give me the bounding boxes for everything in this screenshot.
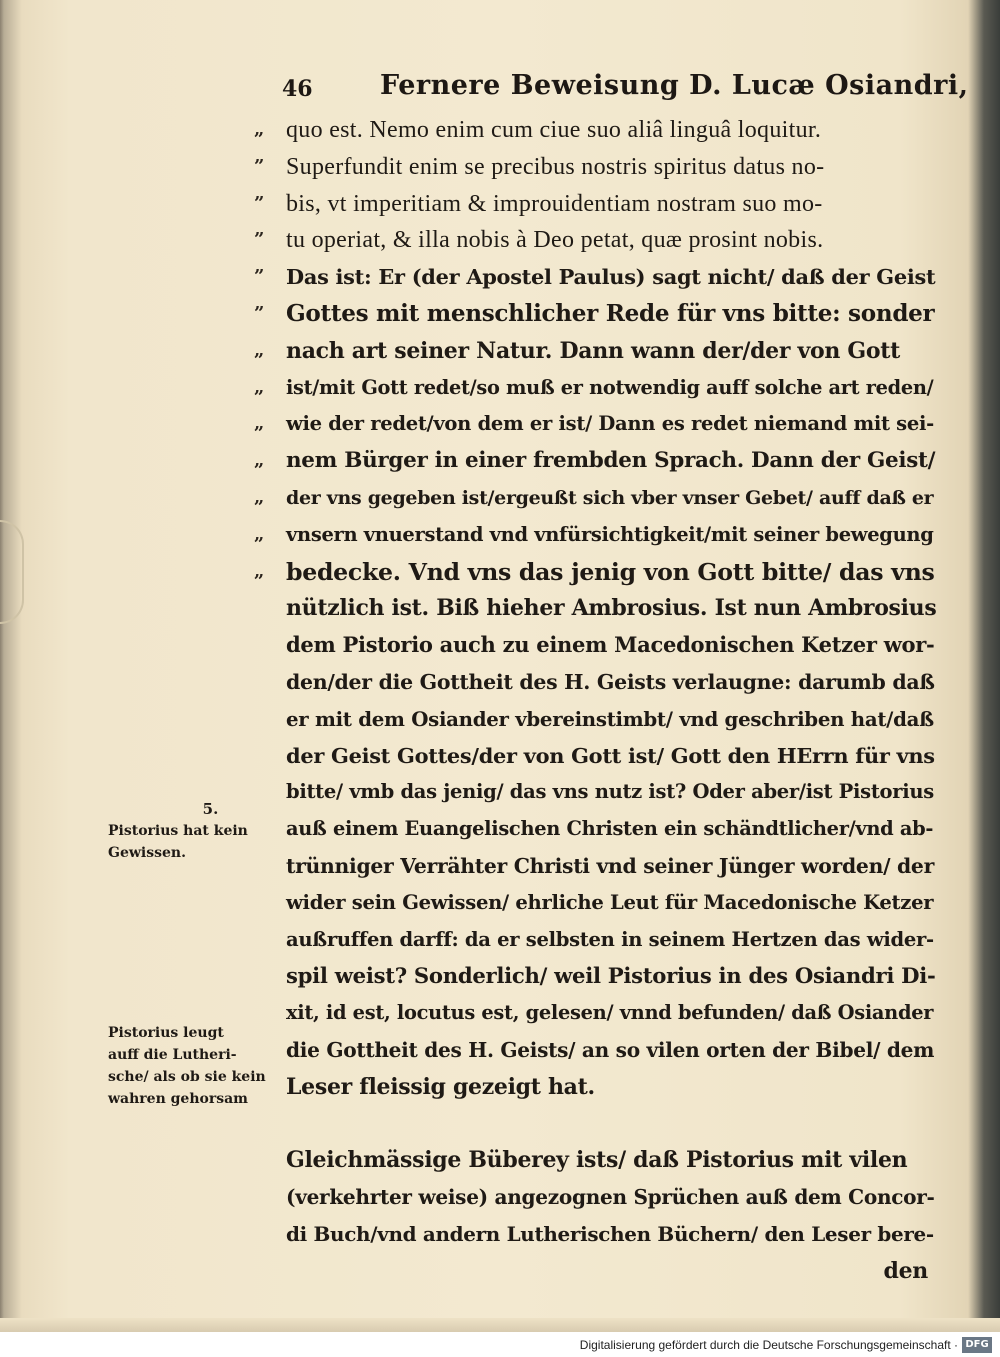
line-text: der vns gegeben ist/ergeußt sich vber vnser Gebet/ auff daß er bbox=[286, 486, 934, 509]
text-line bbox=[252, 406, 942, 443]
line-text: di Buch/vnd andern Lutherischen Büchern/ den Leser bere- bbox=[286, 1221, 934, 1246]
quotation-mark: „ bbox=[254, 450, 265, 472]
text-line bbox=[252, 627, 942, 664]
text-line bbox=[252, 848, 942, 885]
quotation-mark: „ bbox=[254, 523, 265, 545]
line-text: Das ist: Er (der Apostel Paulus) sagt nicht/ daß der Geist bbox=[286, 264, 936, 290]
line-text: nach art seiner Natur. Dann wann der/der von Gott bbox=[286, 337, 901, 364]
dfg-logo: DFG bbox=[962, 1337, 992, 1353]
line-text: die Gottheit des H. Geists/ an so vilen orten der Bibel/ dem bbox=[286, 1037, 935, 1062]
text-line bbox=[252, 590, 942, 627]
text-line bbox=[252, 1216, 942, 1253]
text-line bbox=[252, 701, 942, 738]
margin-note-lies bbox=[108, 1022, 273, 1110]
quotation-mark: „ bbox=[254, 560, 265, 582]
text-line bbox=[252, 333, 942, 370]
text-line bbox=[252, 958, 942, 995]
text-line bbox=[252, 811, 942, 848]
margin-note-line: Gewissen. bbox=[108, 845, 186, 861]
text-line bbox=[252, 1069, 942, 1106]
line-text: tu operiat, & illa nobis à Deo petat, quæ prosint nobis. bbox=[286, 227, 824, 254]
line-text: er mit dem Osiander vbereinstimbt/ vnd geschriben hat/daß bbox=[286, 706, 934, 731]
text-line bbox=[252, 774, 942, 811]
margin-note-no-conscience bbox=[108, 798, 273, 864]
quotation-mark: „ bbox=[254, 486, 265, 508]
line-text: auß einem Euangelischen Christen ein schändtlicher/vnd ab- bbox=[286, 817, 934, 841]
text-line bbox=[252, 517, 942, 554]
quotation-mark: ” bbox=[254, 192, 265, 214]
line-text: außruffen darff: da er selbsten in seinem Hertzen das wider- bbox=[286, 927, 934, 951]
margin-note-line: sche/ als ob sie kein bbox=[108, 1069, 266, 1085]
line-text: bitte/ vmb das jenig/ das vns nutz ist? Oder aber/ist Pistorius bbox=[286, 780, 934, 804]
line-text: Gleichmässige Büberey ists/ daß Pistorius mit vilen bbox=[286, 1147, 908, 1174]
line-text: wie der redet/von dem er ist/ Dann es redet niemand mit sei- bbox=[286, 412, 934, 436]
running-title: Fernere Beweisung D. Lucæ Osiandri, bbox=[380, 70, 969, 101]
line-text: Leser fleissig gezeigt hat. bbox=[286, 1073, 595, 1100]
text-line bbox=[252, 1253, 942, 1290]
text-line bbox=[252, 1106, 942, 1143]
line-text: nem Bürger in einer frembden Sprach. Dann der Geist/ bbox=[286, 448, 936, 474]
line-text: bis, vt imperitiam & improuidentiam nostram suo mo- bbox=[286, 190, 823, 217]
bleed-through-text bbox=[120, 440, 240, 476]
quotation-mark: „ bbox=[254, 376, 265, 398]
text-line bbox=[252, 1179, 942, 1216]
quotation-mark: „ bbox=[254, 119, 265, 140]
text-line bbox=[252, 149, 942, 186]
text-line bbox=[252, 296, 942, 333]
text-line bbox=[252, 186, 942, 223]
text-line bbox=[252, 922, 942, 959]
page-fold-mark bbox=[0, 520, 24, 624]
text-line bbox=[252, 480, 942, 517]
text-line bbox=[252, 885, 942, 922]
quotation-mark: ” bbox=[254, 229, 265, 251]
text-line bbox=[252, 738, 942, 775]
quotation-mark: „ bbox=[254, 413, 265, 435]
line-text: ist/mit Gott redet/so muß er notwendig auff solche art reden/ bbox=[286, 375, 934, 399]
quotation-mark: ” bbox=[254, 302, 265, 324]
quotation-mark: ” bbox=[254, 155, 265, 177]
text-line bbox=[252, 443, 942, 480]
margin-note-line: wahren gehorsam bbox=[108, 1091, 248, 1107]
line-text: spil weist? Sonderlich/ weil Pistorius in des Osiandri Di- bbox=[286, 963, 936, 989]
line-text: vnsern vnuerstand vnd vnfürsichtigkeit/mit seiner bewegung bbox=[286, 522, 934, 546]
text-line bbox=[252, 1142, 942, 1179]
line-text: bedecke. Vnd vns das jenig von Gott bitte/ das vns bbox=[286, 557, 935, 586]
text-line bbox=[252, 995, 942, 1032]
line-text: xit, id est, locutus est, gelesen/ vnnd befunden/ daß Osiander bbox=[286, 1001, 934, 1025]
line-text: den bbox=[883, 1257, 928, 1284]
line-text: nützlich ist. Biß hieher Ambrosius. Ist nun Ambrosius bbox=[286, 595, 937, 622]
text-line bbox=[252, 370, 942, 407]
quotation-mark: „ bbox=[254, 339, 265, 361]
text-line bbox=[252, 664, 942, 701]
text-line bbox=[252, 112, 942, 149]
margin-note-line: Pistorius leugt bbox=[108, 1025, 224, 1041]
main-text bbox=[252, 112, 942, 1290]
text-line bbox=[252, 554, 942, 591]
line-text: wider sein Gewissen/ ehrliche Leut für Macedonische Ketzer bbox=[286, 890, 934, 914]
margin-note-line: Pistorius hat kein bbox=[108, 823, 248, 839]
line-text: trünniger Verrähter Christi vnd seiner Jünger worden/ der bbox=[286, 853, 935, 878]
line-text: Gottes mit menschlicher Rede für vns bitte: sonder bbox=[286, 299, 935, 327]
funding-footer bbox=[0, 1334, 1000, 1357]
margin-note-number: 5. bbox=[202, 800, 219, 818]
line-text: dem Pistorio auch zu einem Macedonischen Ketzer wor- bbox=[286, 632, 935, 658]
text-line bbox=[252, 259, 942, 296]
line-text: quo est. Nemo enim cum ciue suo aliâ linguâ loquitur. bbox=[286, 117, 822, 143]
line-text: Superfundit enim se precibus nostris spiritus datus no- bbox=[286, 153, 825, 180]
quotation-mark: ” bbox=[254, 266, 265, 288]
page-bottom-edge bbox=[0, 1318, 1000, 1332]
line-text: (verkehrter weise) angezognen Sprüchen auß dem Concor- bbox=[286, 1185, 935, 1210]
page-number: 46 bbox=[282, 76, 313, 102]
line-text: der Geist Gottes/der von Gott ist/ Gott den HErrn für vns bbox=[286, 742, 935, 768]
text-line bbox=[252, 1032, 942, 1069]
text-line bbox=[252, 222, 942, 259]
margin-note-line: auff die Lutheri- bbox=[108, 1047, 237, 1063]
page-header bbox=[282, 70, 969, 110]
funding-credit: Digitalisierung gefördert durch die Deutsche Forschungsgemeinschaft · bbox=[579, 1338, 958, 1352]
line-text: den/der die Gottheit des H. Geists verlaugne: darumb daß bbox=[286, 669, 935, 694]
